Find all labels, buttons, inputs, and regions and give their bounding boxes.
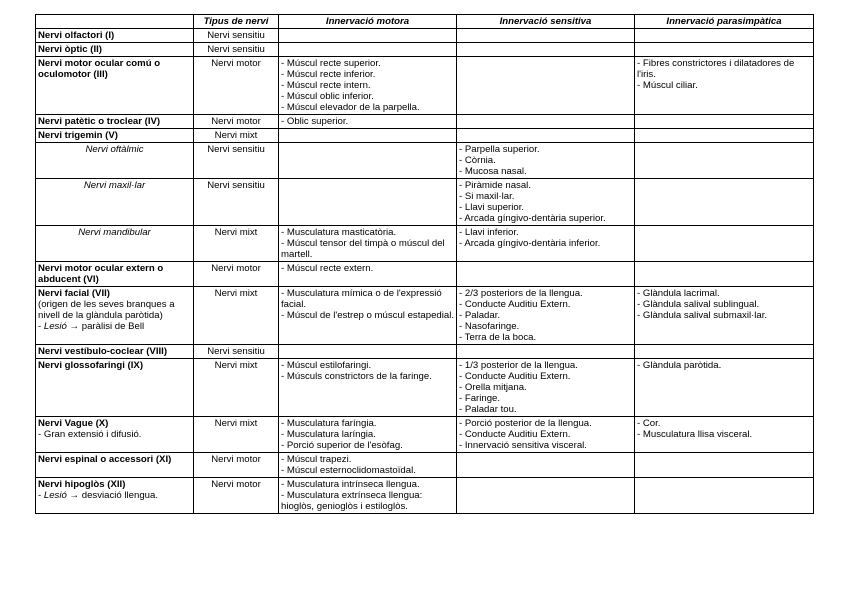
innervation-item: - Múscul esternoclidomastoïdal. — [281, 465, 416, 476]
nerve-name-cell — [36, 57, 194, 115]
nerve-type-cell: Nervi sensitiu — [194, 43, 279, 57]
header-parasympathetic: Innervació parasimpàtica — [635, 15, 814, 29]
motor-innervation-cell — [279, 417, 457, 453]
parasympathetic-innervation-cell — [635, 417, 814, 453]
innervation-item: - Si maxil·lar. — [459, 191, 515, 202]
innervation-item: - Piràmide nasal. — [459, 180, 531, 191]
innervation-item: - Faringe. — [459, 393, 501, 404]
table-row — [36, 262, 814, 287]
innervation-item: - Múscul tensor del timpà o múscul del martell. — [281, 238, 448, 260]
innervation-item: - Nasofaringe. — [459, 321, 520, 332]
innervation-item: - Múscul de l'estrep o múscul estapedial. — [281, 310, 455, 321]
innervation-item: - Porció posterior de la llengua. — [459, 418, 592, 429]
header-sensory: Innervació sensitiva — [457, 15, 635, 29]
sensory-innervation-cell — [457, 129, 635, 143]
nerve-name: Nervi trigemin (V) — [38, 130, 118, 141]
innervation-item: - Parpella superior. — [459, 144, 540, 155]
innervation-item: - Porció superior de l'esòfag. — [281, 440, 403, 451]
nerve-type-cell: Nervi motor — [194, 57, 279, 115]
table-row — [36, 345, 814, 359]
innervation-item: - Musculatura intrínseca llengua. — [281, 479, 420, 490]
nerve-name: Nervi Vague (X) — [38, 418, 109, 429]
motor-innervation-cell — [279, 143, 457, 179]
lesion-text: → paràlisi de Bell — [66, 321, 145, 332]
innervation-item: - Musculatura masticatòria. — [281, 227, 397, 238]
innervation-item: - Arcada gíngivo-dentària inferior. — [459, 238, 601, 249]
nerve-type-cell: Nervi motor — [194, 262, 279, 287]
nerve-name: Nervi olfactori (I) — [38, 30, 115, 41]
nerve-name: Nervi maxil·lar — [83, 180, 146, 191]
table-row — [36, 57, 814, 115]
innervation-item: - Musculatura extrínseca llengua: hioglòs, genioglòs i estiloglòs. — [281, 490, 425, 512]
innervation-item: - Múscul oblic inferior. — [281, 91, 374, 102]
motor-innervation-cell — [279, 345, 457, 359]
innervation-item: - 2/3 posteriors de la llengua. — [459, 288, 583, 299]
innervation-item: - Paladar. — [459, 310, 501, 321]
nerve-name: Nervi òptic (II) — [38, 44, 102, 55]
sensory-innervation-cell — [457, 262, 635, 287]
motor-innervation-cell — [279, 43, 457, 57]
nerve-name: Nervi motor ocular extern o abducent (VI) — [38, 263, 164, 285]
motor-innervation-cell — [279, 57, 457, 115]
sensory-innervation-cell — [457, 417, 635, 453]
nerve-name: Nervi mandibular — [78, 227, 151, 238]
parasympathetic-innervation-cell — [635, 115, 814, 129]
nerve-type-cell: Nervi mixt — [194, 226, 279, 262]
parasympathetic-innervation-cell — [635, 226, 814, 262]
nerve-type-cell: Nervi mixt — [194, 287, 279, 345]
parasympathetic-innervation-cell — [635, 287, 814, 345]
sensory-innervation-cell — [457, 29, 635, 43]
nerve-name: Nervi motor ocular comú o oculomotor (III) — [38, 58, 161, 80]
innervation-item: - Glàndula paròtida. — [637, 360, 722, 371]
sensory-innervation-cell — [457, 287, 635, 345]
nerve-name: Nervi hipoglòs (XII) — [38, 479, 126, 490]
lesion-label: Lesió — [43, 490, 67, 501]
nerve-name-cell — [36, 345, 194, 359]
innervation-item: - Còrnia. — [459, 155, 496, 166]
innervation-item: - Musculatura mímica o de l'expressió facial. — [281, 288, 445, 310]
nerve-name: Nervi glossofaringi (IX) — [38, 360, 144, 371]
header-name — [36, 15, 194, 29]
innervation-item: - Orella mitjana. — [459, 382, 527, 393]
innervation-item: - Musculatura faríngia. — [281, 418, 377, 429]
motor-innervation-cell — [279, 359, 457, 417]
nerve-name-cell — [36, 43, 194, 57]
nerve-name-cell — [36, 262, 194, 287]
nerve-name: Nervi facial (VII) — [38, 288, 110, 299]
innervation-item: - Llavi superior. — [459, 202, 525, 213]
sensory-innervation-cell — [457, 226, 635, 262]
nerve-name-cell — [36, 287, 194, 345]
table-header-row — [36, 15, 814, 29]
nerve-lesion: - Lesió → desviació llengua. — [38, 490, 159, 501]
nerve-type-cell: Nervi mixt — [194, 359, 279, 417]
table-row — [36, 179, 814, 226]
innervation-item: - Múscul ciliar. — [637, 80, 698, 91]
nerve-type-cell: Nervi sensitiu — [194, 143, 279, 179]
sensory-innervation-cell — [457, 57, 635, 115]
table-row — [36, 129, 814, 143]
innervation-item: - Múscul recte extern. — [281, 263, 374, 274]
table-row — [36, 359, 814, 417]
nerve-name-cell — [36, 417, 194, 453]
innervation-item: - Glàndula salival sublingual. — [637, 299, 760, 310]
header-type: Tipus de nervi — [194, 15, 279, 29]
innervation-item: - Conducte Auditiu Extern. — [459, 299, 571, 310]
nerve-lesion: - Lesió → paràlisi de Bell — [38, 321, 145, 332]
innervation-item: - Múscul estilofaringi. — [281, 360, 372, 371]
innervation-item: - Múscul trapezi. — [281, 454, 352, 465]
motor-innervation-cell — [279, 478, 457, 514]
nerve-name: Nervi vestíbulo-coclear (VIII) — [38, 346, 168, 357]
sensory-innervation-cell — [457, 453, 635, 478]
table-row — [36, 478, 814, 514]
innervation-item: - Cor. — [637, 418, 661, 429]
lesion-label: Lesió — [43, 321, 67, 332]
parasympathetic-innervation-cell — [635, 143, 814, 179]
nerve-name-cell — [36, 179, 194, 226]
motor-innervation-cell — [279, 453, 457, 478]
cranial-nerves-table — [35, 14, 814, 514]
parasympathetic-innervation-cell — [635, 29, 814, 43]
header-motor: Innervació motora — [279, 15, 457, 29]
nerve-name-cell — [36, 143, 194, 179]
nerve-type-cell: Nervi sensitiu — [194, 345, 279, 359]
innervation-item: - Conducte Auditiu Extern. — [459, 429, 571, 440]
parasympathetic-innervation-cell — [635, 179, 814, 226]
nerve-type-cell: Nervi motor — [194, 478, 279, 514]
nerve-name-cell — [36, 453, 194, 478]
table-row — [36, 287, 814, 345]
parasympathetic-innervation-cell — [635, 43, 814, 57]
parasympathetic-innervation-cell — [635, 453, 814, 478]
motor-innervation-cell — [279, 29, 457, 43]
nerve-name-cell — [36, 115, 194, 129]
sensory-innervation-cell — [457, 143, 635, 179]
nerve-type-cell: Nervi mixt — [194, 417, 279, 453]
motor-innervation-cell — [279, 287, 457, 345]
innervation-item: - Innervació sensitiva visceral. — [459, 440, 587, 451]
nerve-type-cell: Nervi motor — [194, 115, 279, 129]
table-body — [36, 29, 814, 514]
sensory-innervation-cell — [457, 345, 635, 359]
parasympathetic-innervation-cell — [635, 478, 814, 514]
nerve-name: Nervi patètic o troclear (IV) — [38, 116, 161, 127]
innervation-item: - Fibres constrictores i dilatadores de l'iris. — [637, 58, 797, 80]
innervation-item: - Múscul recte intern. — [281, 80, 371, 91]
nerve-name: Nervi espinal o accessori (XI) — [38, 454, 172, 465]
table-row — [36, 115, 814, 129]
parasympathetic-innervation-cell — [635, 57, 814, 115]
nerve-name-cell — [36, 226, 194, 262]
nerve-type-cell: Nervi sensitiu — [194, 179, 279, 226]
innervation-item: - Músculs constrictors de la faringe. — [281, 371, 432, 382]
motor-innervation-cell — [279, 129, 457, 143]
nerve-name: Nervi oftàlmic — [85, 144, 144, 155]
motor-innervation-cell — [279, 262, 457, 287]
sensory-innervation-cell — [457, 43, 635, 57]
innervation-item: - Múscul recte superior. — [281, 58, 381, 69]
table-row — [36, 453, 814, 478]
nerve-name-cell — [36, 478, 194, 514]
innervation-item: - Glàndula salival submaxil·lar. — [637, 310, 768, 321]
sensory-innervation-cell — [457, 115, 635, 129]
nerve-note: (origen de les seves branques a nivell de la glàndula paròtida) — [38, 299, 175, 321]
motor-innervation-cell — [279, 115, 457, 129]
innervation-item: - Llavi inferior. — [459, 227, 519, 238]
table-row — [36, 417, 814, 453]
nerve-name-cell — [36, 359, 194, 417]
parasympathetic-innervation-cell — [635, 262, 814, 287]
parasympathetic-innervation-cell — [635, 129, 814, 143]
sensory-innervation-cell — [457, 359, 635, 417]
nerve-type-cell: Nervi sensitiu — [194, 29, 279, 43]
table-row — [36, 29, 814, 43]
innervation-item: - Paladar tou. — [459, 404, 517, 415]
nerve-type-cell: Nervi motor — [194, 453, 279, 478]
innervation-item: - Terra de la boca. — [459, 332, 537, 343]
nerve-type-cell: Nervi mixt — [194, 129, 279, 143]
cranial-nerves-table-sheet — [35, 14, 814, 514]
sensory-innervation-cell — [457, 179, 635, 226]
parasympathetic-innervation-cell — [635, 345, 814, 359]
innervation-item: - Oblic superior. — [281, 116, 349, 127]
nerve-name-cell — [36, 129, 194, 143]
innervation-item: - Múscul recte inferior. — [281, 69, 376, 80]
table-row — [36, 43, 814, 57]
innervation-item: - 1/3 posterior de la llengua. — [459, 360, 578, 371]
innervation-item: - Conducte Auditiu Extern. — [459, 371, 571, 382]
motor-innervation-cell — [279, 226, 457, 262]
nerve-note: - Gran extensió i difusió. — [38, 429, 142, 440]
parasympathetic-innervation-cell — [635, 359, 814, 417]
table-row — [36, 143, 814, 179]
table-row — [36, 226, 814, 262]
innervation-item: - Arcada gíngivo-dentària superior. — [459, 213, 606, 224]
innervation-item: - Musculatura laríngia. — [281, 429, 376, 440]
lesion-text: → desviació llengua. — [66, 490, 159, 501]
sensory-innervation-cell — [457, 478, 635, 514]
innervation-item: - Glàndula lacrimal. — [637, 288, 720, 299]
nerve-name-cell — [36, 29, 194, 43]
innervation-item: - Múscul elevador de la parpella. — [281, 102, 420, 113]
innervation-item: - Mucosa nasal. — [459, 166, 527, 177]
innervation-item: - Musculatura llisa visceral. — [637, 429, 753, 440]
motor-innervation-cell — [279, 179, 457, 226]
